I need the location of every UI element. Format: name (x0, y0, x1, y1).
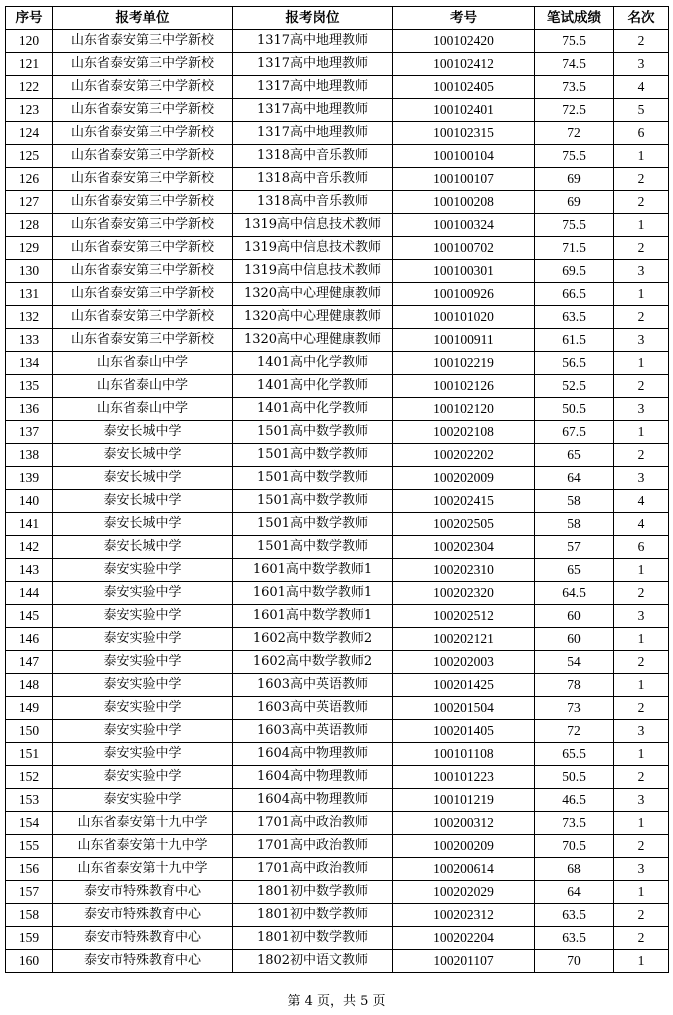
table-row (6, 651, 669, 674)
cell-no: 149 (6, 697, 53, 720)
cell-score: 57 (535, 536, 614, 559)
cell-rank: 1 (614, 881, 669, 904)
cell-score: 58 (535, 490, 614, 513)
cell-post: 1317高中地理教师 (233, 99, 393, 122)
cell-exam-id: 100102126 (393, 375, 535, 398)
cell-post: 1501高中数学教师 (233, 490, 393, 513)
cell-no: 133 (6, 329, 53, 352)
cell-post: 1317高中地理教师 (233, 53, 393, 76)
cell-unit: 泰安实验中学 (53, 697, 233, 720)
cell-unit: 山东省泰安第三中学新校 (53, 99, 233, 122)
cell-no: 141 (6, 513, 53, 536)
cell-score: 69.5 (535, 260, 614, 283)
cell-score: 73.5 (535, 812, 614, 835)
table-row (6, 99, 669, 122)
cell-exam-id: 100102219 (393, 352, 535, 375)
cell-rank: 1 (614, 812, 669, 835)
table-row (6, 53, 669, 76)
cell-exam-id: 100200614 (393, 858, 535, 881)
cell-exam-id: 100202202 (393, 444, 535, 467)
cell-post: 1317高中地理教师 (233, 76, 393, 99)
cell-post: 1601高中数学教师1 (233, 582, 393, 605)
cell-score: 69 (535, 168, 614, 191)
cell-score: 68 (535, 858, 614, 881)
cell-no: 151 (6, 743, 53, 766)
cell-unit: 山东省泰安第三中学新校 (53, 191, 233, 214)
table-row (6, 191, 669, 214)
cell-exam-id: 100100104 (393, 145, 535, 168)
cell-unit: 山东省泰安第三中学新校 (53, 260, 233, 283)
header-post: 报考岗位 (233, 7, 393, 30)
cell-post: 1319高中信息技术教师 (233, 214, 393, 237)
cell-score: 72 (535, 720, 614, 743)
cell-score: 50.5 (535, 766, 614, 789)
cell-no: 158 (6, 904, 53, 927)
table-row (6, 674, 669, 697)
cell-rank: 1 (614, 214, 669, 237)
cell-score: 58 (535, 513, 614, 536)
cell-exam-id: 100202003 (393, 651, 535, 674)
cell-no: 148 (6, 674, 53, 697)
cell-post: 1802初中语文教师 (233, 950, 393, 973)
cell-rank: 2 (614, 375, 669, 398)
cell-post: 1701高中政治教师 (233, 835, 393, 858)
table-row (6, 858, 669, 881)
cell-rank: 1 (614, 743, 669, 766)
cell-exam-id: 100200209 (393, 835, 535, 858)
cell-post: 1601高中数学教师1 (233, 605, 393, 628)
cell-score: 60 (535, 605, 614, 628)
cell-rank: 6 (614, 536, 669, 559)
cell-rank: 3 (614, 467, 669, 490)
cell-score: 65.5 (535, 743, 614, 766)
cell-post: 1603高中英语教师 (233, 720, 393, 743)
cell-unit: 泰安市特殊教育中心 (53, 904, 233, 927)
cell-no: 137 (6, 421, 53, 444)
results-table (5, 6, 669, 973)
cell-score: 69 (535, 191, 614, 214)
cell-score: 65 (535, 559, 614, 582)
cell-exam-id: 100202121 (393, 628, 535, 651)
cell-no: 124 (6, 122, 53, 145)
cell-exam-id: 100200312 (393, 812, 535, 835)
cell-unit: 泰安实验中学 (53, 582, 233, 605)
cell-unit: 泰安实验中学 (53, 743, 233, 766)
table-row (6, 513, 669, 536)
cell-unit: 山东省泰山中学 (53, 398, 233, 421)
cell-exam-id: 100202320 (393, 582, 535, 605)
cell-score: 70 (535, 950, 614, 973)
cell-rank: 1 (614, 674, 669, 697)
cell-post: 1601高中数学教师1 (233, 559, 393, 582)
cell-rank: 3 (614, 720, 669, 743)
cell-no: 135 (6, 375, 53, 398)
cell-exam-id: 100201405 (393, 720, 535, 743)
table-row (6, 145, 669, 168)
cell-score: 52.5 (535, 375, 614, 398)
cell-rank: 1 (614, 559, 669, 582)
cell-rank: 2 (614, 191, 669, 214)
cell-no: 132 (6, 306, 53, 329)
cell-rank: 3 (614, 329, 669, 352)
table-row (6, 789, 669, 812)
cell-post: 1401高中化学教师 (233, 352, 393, 375)
table-row (6, 697, 669, 720)
table-row (6, 76, 669, 99)
cell-exam-id: 100202029 (393, 881, 535, 904)
cell-exam-id: 100202204 (393, 927, 535, 950)
table-row (6, 329, 669, 352)
cell-rank: 3 (614, 858, 669, 881)
cell-unit: 山东省泰安第三中学新校 (53, 306, 233, 329)
cell-no: 129 (6, 237, 53, 260)
table-row (6, 812, 669, 835)
table-body (6, 30, 669, 973)
cell-exam-id: 100101223 (393, 766, 535, 789)
cell-unit: 山东省泰安第三中学新校 (53, 214, 233, 237)
table-row (6, 306, 669, 329)
table-row (6, 260, 669, 283)
cell-unit: 泰安实验中学 (53, 766, 233, 789)
cell-unit: 泰安长城中学 (53, 513, 233, 536)
cell-post: 1604高中物理教师 (233, 789, 393, 812)
cell-rank: 4 (614, 513, 669, 536)
cell-unit: 泰安市特殊教育中心 (53, 881, 233, 904)
cell-rank: 4 (614, 76, 669, 99)
cell-unit: 泰安市特殊教育中心 (53, 927, 233, 950)
cell-no: 128 (6, 214, 53, 237)
table-row (6, 605, 669, 628)
cell-exam-id: 100202304 (393, 536, 535, 559)
cell-score: 74.5 (535, 53, 614, 76)
cell-no: 139 (6, 467, 53, 490)
cell-rank: 2 (614, 651, 669, 674)
table-row (6, 835, 669, 858)
cell-rank: 2 (614, 306, 669, 329)
cell-rank: 5 (614, 99, 669, 122)
cell-exam-id: 100100702 (393, 237, 535, 260)
cell-score: 72 (535, 122, 614, 145)
cell-post: 1604高中物理教师 (233, 743, 393, 766)
table-row (6, 720, 669, 743)
header-unit: 报考单位 (53, 7, 233, 30)
cell-unit: 山东省泰安第三中学新校 (53, 145, 233, 168)
cell-no: 125 (6, 145, 53, 168)
cell-rank: 2 (614, 237, 669, 260)
cell-unit: 山东省泰山中学 (53, 352, 233, 375)
cell-score: 46.5 (535, 789, 614, 812)
cell-exam-id: 100201504 (393, 697, 535, 720)
cell-no: 136 (6, 398, 53, 421)
table-row (6, 743, 669, 766)
cell-no: 155 (6, 835, 53, 858)
cell-rank: 3 (614, 789, 669, 812)
cell-exam-id: 100202108 (393, 421, 535, 444)
cell-no: 140 (6, 490, 53, 513)
cell-score: 65 (535, 444, 614, 467)
cell-rank: 2 (614, 30, 669, 53)
header-score: 笔试成绩 (535, 7, 614, 30)
cell-exam-id: 100202512 (393, 605, 535, 628)
cell-exam-id: 100101108 (393, 743, 535, 766)
cell-rank: 1 (614, 421, 669, 444)
cell-unit: 泰安长城中学 (53, 444, 233, 467)
cell-unit: 山东省泰安第三中学新校 (53, 283, 233, 306)
cell-no: 154 (6, 812, 53, 835)
cell-post: 1501高中数学教师 (233, 513, 393, 536)
table-row (6, 628, 669, 651)
cell-exam-id: 100201425 (393, 674, 535, 697)
cell-rank: 3 (614, 398, 669, 421)
table-row (6, 444, 669, 467)
table-row (6, 950, 669, 973)
cell-unit: 山东省泰安第三中学新校 (53, 53, 233, 76)
cell-no: 143 (6, 559, 53, 582)
cell-unit: 泰安长城中学 (53, 467, 233, 490)
table-row (6, 536, 669, 559)
cell-unit: 泰安实验中学 (53, 720, 233, 743)
cell-unit: 泰安长城中学 (53, 490, 233, 513)
cell-unit: 泰安实验中学 (53, 789, 233, 812)
table-row (6, 214, 669, 237)
cell-post: 1801初中数学教师 (233, 927, 393, 950)
cell-unit: 泰安实验中学 (53, 559, 233, 582)
cell-rank: 1 (614, 283, 669, 306)
cell-no: 123 (6, 99, 53, 122)
table-row (6, 168, 669, 191)
header-exam-id: 考号 (393, 7, 535, 30)
cell-no: 147 (6, 651, 53, 674)
table-row (6, 237, 669, 260)
table-row (6, 490, 669, 513)
cell-rank: 1 (614, 145, 669, 168)
table-row (6, 30, 669, 53)
cell-no: 126 (6, 168, 53, 191)
cell-unit: 山东省泰安第三中学新校 (53, 122, 233, 145)
cell-exam-id: 100101020 (393, 306, 535, 329)
cell-post: 1318高中音乐教师 (233, 191, 393, 214)
cell-exam-id: 100102120 (393, 398, 535, 421)
cell-rank: 2 (614, 766, 669, 789)
cell-rank: 1 (614, 352, 669, 375)
cell-post: 1801初中数学教师 (233, 904, 393, 927)
cell-post: 1317高中地理教师 (233, 30, 393, 53)
cell-unit: 山东省泰安第十九中学 (53, 835, 233, 858)
cell-post: 1501高中数学教师 (233, 421, 393, 444)
cell-score: 61.5 (535, 329, 614, 352)
cell-no: 159 (6, 927, 53, 950)
cell-no: 160 (6, 950, 53, 973)
cell-score: 54 (535, 651, 614, 674)
cell-post: 1320高中心理健康教师 (233, 306, 393, 329)
cell-score: 75.5 (535, 30, 614, 53)
cell-rank: 2 (614, 904, 669, 927)
cell-score: 73.5 (535, 76, 614, 99)
cell-post: 1319高中信息技术教师 (233, 237, 393, 260)
cell-post: 1318高中音乐教师 (233, 168, 393, 191)
cell-rank: 1 (614, 950, 669, 973)
cell-no: 138 (6, 444, 53, 467)
cell-score: 67.5 (535, 421, 614, 444)
cell-exam-id: 100100107 (393, 168, 535, 191)
cell-post: 1318高中音乐教师 (233, 145, 393, 168)
cell-no: 144 (6, 582, 53, 605)
cell-score: 78 (535, 674, 614, 697)
header-no: 序号 (6, 7, 53, 30)
table-row (6, 421, 669, 444)
cell-score: 50.5 (535, 398, 614, 421)
cell-post: 1501高中数学教师 (233, 536, 393, 559)
cell-exam-id: 100202505 (393, 513, 535, 536)
cell-rank: 2 (614, 835, 669, 858)
cell-no: 157 (6, 881, 53, 904)
cell-no: 127 (6, 191, 53, 214)
cell-score: 64 (535, 467, 614, 490)
cell-exam-id: 100102412 (393, 53, 535, 76)
cell-exam-id: 100102405 (393, 76, 535, 99)
page-footer: 第 4 页，共 5 页 (287, 994, 386, 1009)
table-row (6, 766, 669, 789)
cell-exam-id: 100100911 (393, 329, 535, 352)
cell-score: 72.5 (535, 99, 614, 122)
cell-exam-id: 100100208 (393, 191, 535, 214)
cell-exam-id: 100202009 (393, 467, 535, 490)
cell-score: 75.5 (535, 145, 614, 168)
table-row (6, 398, 669, 421)
cell-rank: 3 (614, 260, 669, 283)
cell-score: 66.5 (535, 283, 614, 306)
cell-score: 63.5 (535, 306, 614, 329)
cell-post: 1501高中数学教师 (233, 444, 393, 467)
results-table-container (5, 6, 669, 973)
cell-post: 1603高中英语教师 (233, 697, 393, 720)
table-row (6, 559, 669, 582)
cell-exam-id: 100102401 (393, 99, 535, 122)
cell-exam-id: 100202415 (393, 490, 535, 513)
cell-unit: 泰安长城中学 (53, 421, 233, 444)
cell-unit: 山东省泰安第三中学新校 (53, 168, 233, 191)
table-row (6, 283, 669, 306)
cell-score: 63.5 (535, 927, 614, 950)
cell-score: 64.5 (535, 582, 614, 605)
cell-post: 1320高中心理健康教师 (233, 329, 393, 352)
cell-score: 75.5 (535, 214, 614, 237)
cell-exam-id: 100100301 (393, 260, 535, 283)
cell-unit: 泰安实验中学 (53, 628, 233, 651)
cell-post: 1501高中数学教师 (233, 467, 393, 490)
cell-exam-id: 100202310 (393, 559, 535, 582)
cell-unit: 山东省泰安第十九中学 (53, 858, 233, 881)
cell-unit: 山东省泰安第三中学新校 (53, 30, 233, 53)
cell-rank: 2 (614, 444, 669, 467)
cell-post: 1604高中物理教师 (233, 766, 393, 789)
cell-no: 142 (6, 536, 53, 559)
cell-score: 71.5 (535, 237, 614, 260)
cell-unit: 山东省泰安第三中学新校 (53, 76, 233, 99)
table-row (6, 467, 669, 490)
cell-exam-id: 100101219 (393, 789, 535, 812)
cell-unit: 泰安市特殊教育中心 (53, 950, 233, 973)
header-rank: 名次 (614, 7, 669, 30)
cell-no: 134 (6, 352, 53, 375)
cell-post: 1701高中政治教师 (233, 812, 393, 835)
table-row (6, 122, 669, 145)
cell-exam-id: 100100324 (393, 214, 535, 237)
cell-exam-id: 100102420 (393, 30, 535, 53)
cell-post: 1602高中数学教师2 (233, 651, 393, 674)
cell-rank: 3 (614, 605, 669, 628)
cell-unit: 泰安长城中学 (53, 536, 233, 559)
cell-score: 56.5 (535, 352, 614, 375)
cell-rank: 2 (614, 697, 669, 720)
cell-post: 1401高中化学教师 (233, 375, 393, 398)
cell-post: 1320高中心理健康教师 (233, 283, 393, 306)
cell-score: 63.5 (535, 904, 614, 927)
cell-post: 1319高中信息技术教师 (233, 260, 393, 283)
cell-exam-id: 100201107 (393, 950, 535, 973)
cell-no: 150 (6, 720, 53, 743)
cell-unit: 山东省泰安第三中学新校 (53, 237, 233, 260)
cell-unit: 山东省泰山中学 (53, 375, 233, 398)
cell-no: 130 (6, 260, 53, 283)
table-row (6, 881, 669, 904)
table-row (6, 927, 669, 950)
cell-unit: 泰安实验中学 (53, 674, 233, 697)
cell-exam-id: 100202312 (393, 904, 535, 927)
cell-score: 64 (535, 881, 614, 904)
cell-post: 1701高中政治教师 (233, 858, 393, 881)
cell-post: 1602高中数学教师2 (233, 628, 393, 651)
cell-unit: 泰安实验中学 (53, 605, 233, 628)
table-row (6, 375, 669, 398)
cell-no: 122 (6, 76, 53, 99)
table-header-row (6, 7, 669, 30)
table-row (6, 904, 669, 927)
cell-no: 121 (6, 53, 53, 76)
cell-rank: 4 (614, 490, 669, 513)
table-row (6, 352, 669, 375)
cell-unit: 山东省泰安第十九中学 (53, 812, 233, 835)
cell-rank: 3 (614, 53, 669, 76)
cell-unit: 山东省泰安第三中学新校 (53, 329, 233, 352)
cell-no: 153 (6, 789, 53, 812)
cell-score: 60 (535, 628, 614, 651)
cell-no: 131 (6, 283, 53, 306)
cell-post: 1801初中数学教师 (233, 881, 393, 904)
cell-rank: 2 (614, 927, 669, 950)
cell-score: 70.5 (535, 835, 614, 858)
cell-rank: 1 (614, 628, 669, 651)
cell-rank: 2 (614, 582, 669, 605)
cell-rank: 6 (614, 122, 669, 145)
cell-no: 156 (6, 858, 53, 881)
cell-no: 152 (6, 766, 53, 789)
cell-exam-id: 100102315 (393, 122, 535, 145)
cell-score: 73 (535, 697, 614, 720)
cell-no: 145 (6, 605, 53, 628)
cell-no: 120 (6, 30, 53, 53)
cell-exam-id: 100100926 (393, 283, 535, 306)
cell-post: 1401高中化学教师 (233, 398, 393, 421)
table-row (6, 582, 669, 605)
cell-no: 146 (6, 628, 53, 651)
cell-post: 1603高中英语教师 (233, 674, 393, 697)
cell-post: 1317高中地理教师 (233, 122, 393, 145)
cell-unit: 泰安实验中学 (53, 651, 233, 674)
cell-rank: 2 (614, 168, 669, 191)
